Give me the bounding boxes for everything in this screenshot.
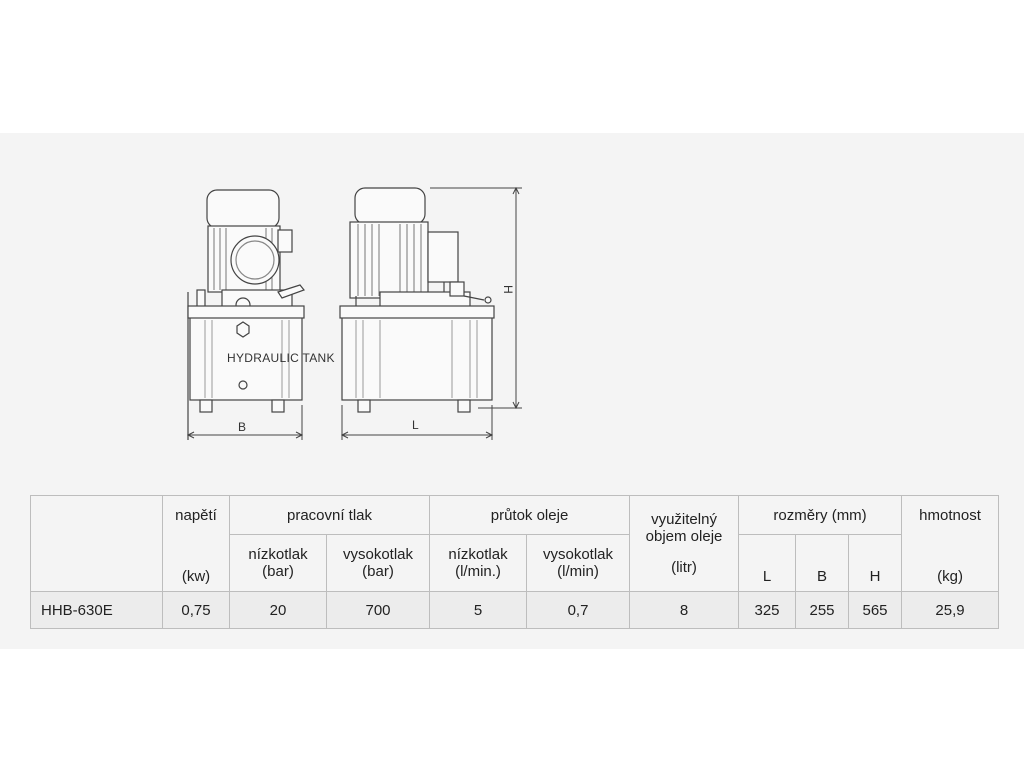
header-flow-high	[527, 535, 630, 592]
header-row-2	[31, 535, 999, 592]
cell-flow-low: 5	[430, 592, 527, 629]
header-weight-unit: (kg)	[902, 535, 999, 592]
header-flow-low	[430, 535, 527, 592]
model-header-cell	[31, 496, 163, 592]
flow-low-label: nízkotlak	[448, 546, 508, 563]
header-weight: hmotnost	[902, 496, 999, 535]
pump-front-view	[340, 188, 494, 412]
header-voltage-unit: (kw)	[163, 535, 230, 592]
header-high-pressure	[327, 535, 430, 592]
header-dim-h: H	[849, 535, 902, 592]
header-low-pressure	[230, 535, 327, 592]
dimension-h-label: H	[501, 285, 515, 294]
high-pressure-label: vysokotlak	[342, 546, 414, 563]
specification-table	[30, 495, 999, 629]
header-voltage: napětí	[163, 496, 230, 535]
header-usable-volume	[630, 496, 739, 592]
usable-volume-unit: (litr)	[671, 559, 697, 576]
flow-low-unit: (l/min.)	[455, 563, 501, 580]
cell-power: 0,75	[163, 592, 230, 629]
pump-side-view	[188, 190, 335, 440]
low-pressure-unit: (bar)	[262, 563, 294, 580]
high-pressure-unit: (bar)	[362, 563, 394, 580]
header-oil-flow: průtok oleje	[430, 496, 630, 535]
usable-volume-line-2: objem oleje	[645, 528, 723, 545]
cell-low-pressure: 20	[230, 592, 327, 629]
header-working-pressure: pracovní tlak	[230, 496, 430, 535]
cell-dim-l: 325	[739, 592, 796, 629]
dimension-l-label: L	[412, 418, 419, 432]
tank-label: HYDRAULIC TANK	[227, 351, 335, 365]
cell-weight: 25,9	[902, 592, 999, 629]
cell-flow-high: 0,7	[527, 592, 630, 629]
cell-model: HHB-630E	[31, 592, 163, 629]
cell-high-pressure: 700	[327, 592, 430, 629]
dimension-b-label: B	[238, 420, 247, 434]
header-dim-b: B	[796, 535, 849, 592]
cell-dim-b: 255	[796, 592, 849, 629]
flow-high-unit: (l/min)	[557, 563, 599, 580]
header-row-1	[31, 496, 999, 535]
flow-high-label: vysokotlak	[543, 546, 614, 563]
header-dim-l: L	[739, 535, 796, 592]
usable-volume-line-1: využitelný	[651, 511, 717, 528]
cell-volume: 8	[630, 592, 739, 629]
header-dimensions: rozměry (mm)	[739, 496, 902, 535]
cell-dim-h: 565	[849, 592, 902, 629]
table-row	[31, 592, 999, 629]
low-pressure-label: nízkotlak	[248, 546, 308, 563]
